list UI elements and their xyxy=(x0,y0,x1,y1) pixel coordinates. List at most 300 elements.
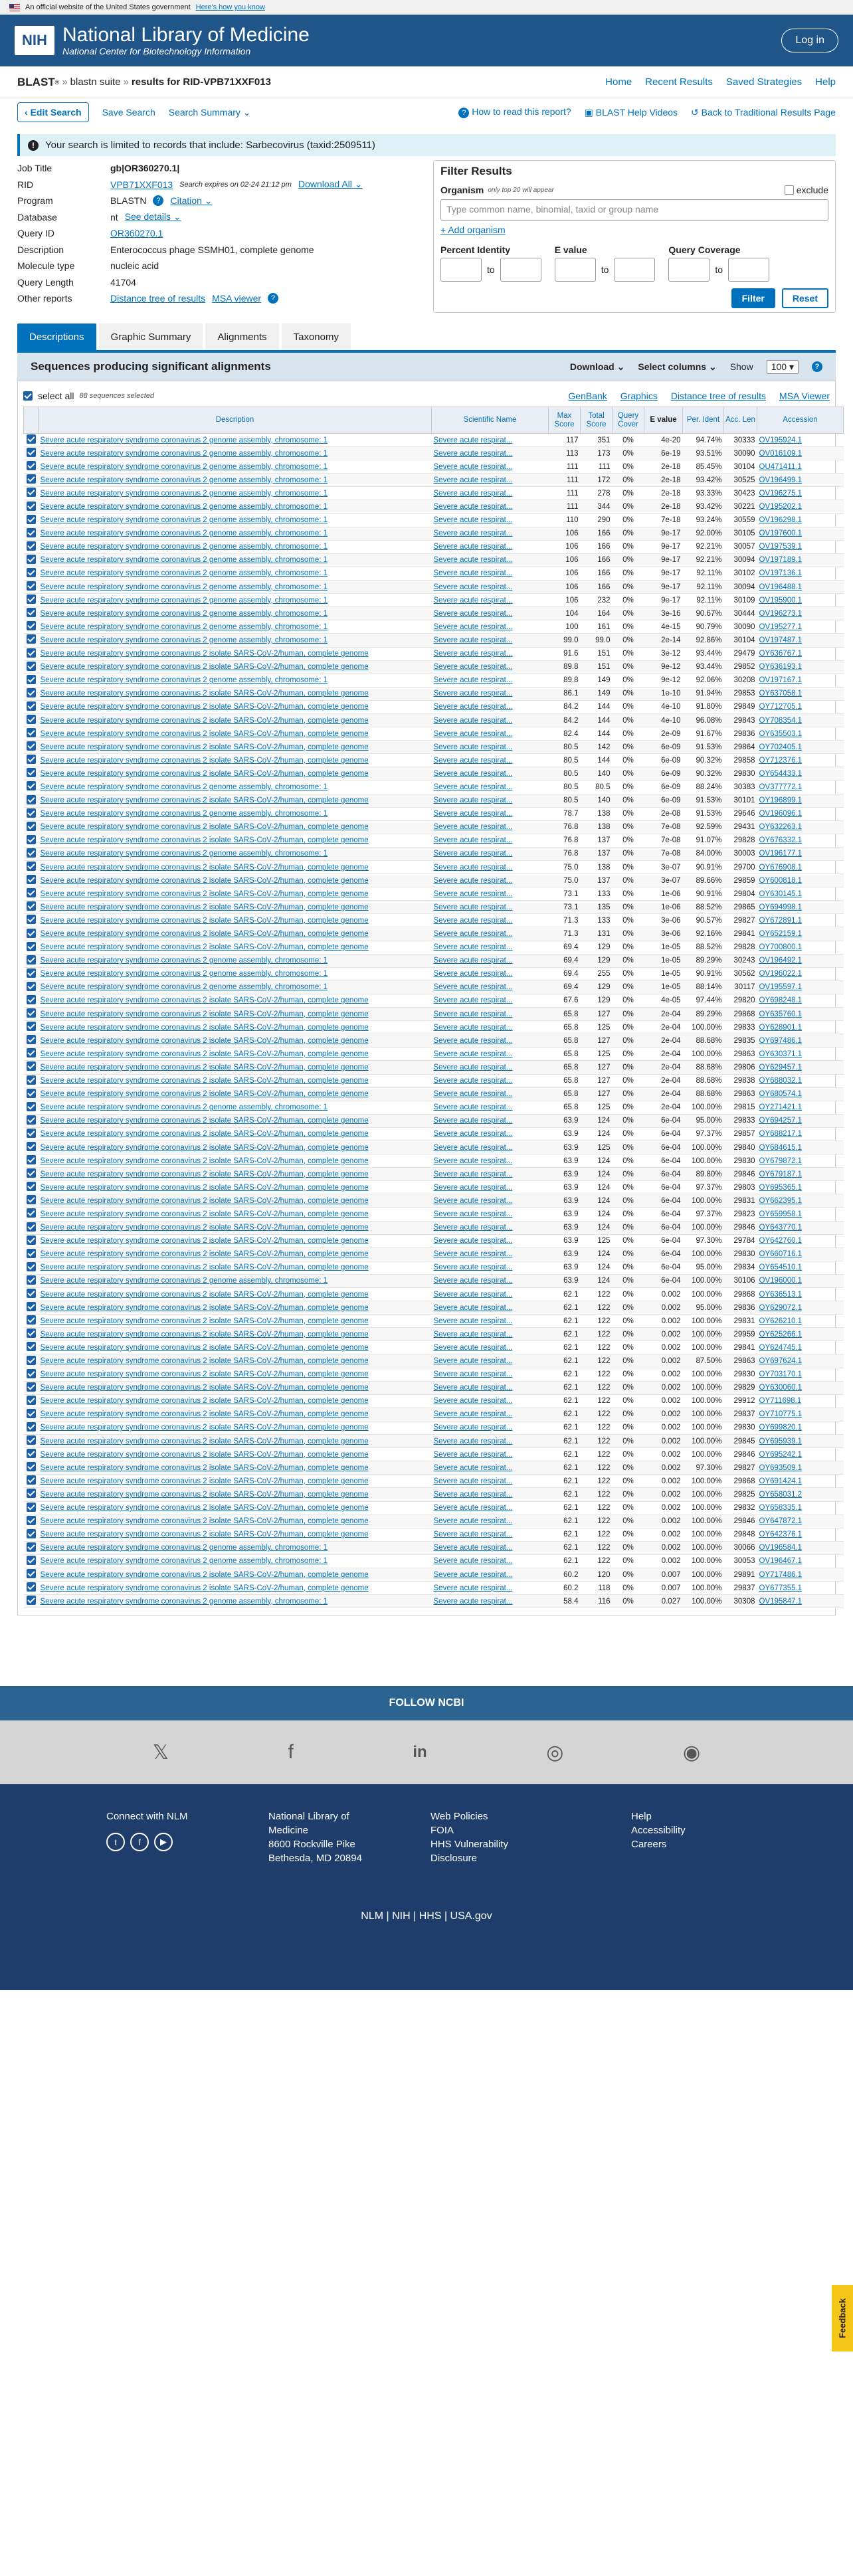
description-link[interactable]: Severe acute respiratory syndrome coronavirus 2 isolate SARS-CoV-2/human, complete genome xyxy=(40,1263,369,1272)
accession-link[interactable]: OY271421.1 xyxy=(759,1103,803,1112)
description-link[interactable]: Severe acute respiratory syndrome coronavirus 2 isolate SARS-CoV-2/human, complete genome xyxy=(40,1424,369,1432)
accession-link[interactable]: OV197136.1 xyxy=(759,569,803,578)
accession-link[interactable]: OV195924.1 xyxy=(759,436,803,444)
row-checkbox[interactable] xyxy=(27,448,36,457)
description-link[interactable]: Severe acute respiratory syndrome coronavirus 2 isolate SARS-CoV-2/human, complete genome xyxy=(40,1023,369,1032)
row-checkbox[interactable] xyxy=(27,741,36,751)
description-link[interactable]: Severe acute respiratory syndrome coronavirus 2 isolate SARS-CoV-2/human, complete genome xyxy=(40,1036,369,1045)
accession-link[interactable]: OY654433.1 xyxy=(759,769,803,778)
query-coverage-max[interactable] xyxy=(728,258,769,282)
scientific-name-link[interactable]: Severe acute respirat... xyxy=(433,1463,513,1472)
row-checkbox[interactable] xyxy=(27,515,36,524)
scientific-name-link[interactable]: Severe acute respirat... xyxy=(433,756,513,765)
web-policies-link[interactable]: Web Policies xyxy=(430,1811,488,1823)
scientific-name-link[interactable]: Severe acute respirat... xyxy=(433,503,513,511)
row-checkbox[interactable] xyxy=(27,1302,36,1311)
graphics-link[interactable]: Graphics xyxy=(620,391,658,401)
row-checkbox[interactable] xyxy=(27,1356,36,1365)
description-link[interactable]: Severe acute respiratory syndrome coronavirus 2 isolate SARS-CoV-2/human, complete genome xyxy=(40,1330,369,1338)
scientific-name-link[interactable]: Severe acute respirat... xyxy=(433,1090,513,1099)
row-checkbox[interactable] xyxy=(27,595,36,604)
select-all-checkbox[interactable] xyxy=(23,391,33,401)
row-checkbox[interactable] xyxy=(27,808,36,818)
row-checkbox[interactable] xyxy=(27,1329,36,1338)
description-link[interactable]: Severe acute respiratory syndrome coronavirus 2 isolate SARS-CoV-2/human, complete genome xyxy=(40,1584,369,1592)
nav-home[interactable]: Home xyxy=(605,76,632,88)
accession-link[interactable]: OY635503.1 xyxy=(759,729,803,738)
accession-link[interactable]: OY630145.1 xyxy=(759,889,803,898)
scientific-name-link[interactable]: Severe acute respirat... xyxy=(433,676,513,685)
description-link[interactable]: Severe acute respiratory syndrome coronavirus 2 genome assembly, chromosome: 1 xyxy=(40,609,328,618)
accession-link[interactable]: OV196467.1 xyxy=(759,1557,803,1566)
scientific-name-link[interactable]: Severe acute respirat... xyxy=(433,583,513,591)
accession-link[interactable]: OV197167.1 xyxy=(759,676,803,685)
row-checkbox[interactable] xyxy=(27,568,36,577)
description-link[interactable]: Severe acute respiratory syndrome coronavirus 2 isolate SARS-CoV-2/human, complete genome xyxy=(40,1143,369,1152)
youtube-icon[interactable]: ▶ xyxy=(154,1833,173,1851)
accession-link[interactable]: OY697486.1 xyxy=(759,1036,803,1045)
row-checkbox[interactable] xyxy=(27,1155,36,1164)
scientific-name-link[interactable]: Severe acute respirat... xyxy=(433,850,513,858)
scientific-name-link[interactable]: Severe acute respirat... xyxy=(433,996,513,1005)
description-link[interactable]: Severe acute respiratory syndrome coronavirus 2 isolate SARS-CoV-2/human, complete genome xyxy=(40,1077,369,1085)
scientific-name-link[interactable]: Severe acute respirat... xyxy=(433,1023,513,1032)
accession-link[interactable]: OY660716.1 xyxy=(759,1250,803,1259)
row-checkbox[interactable] xyxy=(27,608,36,617)
description-link[interactable]: Severe acute respiratory syndrome coronavirus 2 isolate SARS-CoV-2/human, complete genome xyxy=(40,996,369,1005)
description-link[interactable]: Severe acute respiratory syndrome coronavirus 2 isolate SARS-CoV-2/human, complete genome xyxy=(40,1530,369,1539)
row-checkbox[interactable] xyxy=(27,1422,36,1431)
accession-link[interactable]: OV196273.1 xyxy=(759,609,803,618)
accession-link[interactable]: OY688217.1 xyxy=(759,1130,803,1139)
how-to-read-link[interactable]: ? How to read this report? xyxy=(458,106,571,118)
row-checkbox[interactable] xyxy=(27,1115,36,1125)
description-link[interactable]: Severe acute respiratory syndrome coronavirus 2 isolate SARS-CoV-2/human, complete genome xyxy=(40,903,369,911)
accession-link[interactable]: OV196499.1 xyxy=(759,476,803,484)
scientific-name-link[interactable]: Severe acute respirat... xyxy=(433,1384,513,1392)
description-link[interactable]: Severe acute respiratory syndrome coronavirus 2 isolate SARS-CoV-2/human, complete genome xyxy=(40,769,369,778)
scientific-name-link[interactable]: Severe acute respirat... xyxy=(433,703,513,711)
description-link[interactable]: Severe acute respiratory syndrome coronavirus 2 genome assembly, chromosome: 1 xyxy=(40,449,328,458)
description-link[interactable]: Severe acute respiratory syndrome coronavirus 2 isolate SARS-CoV-2/human, complete genome xyxy=(40,1303,369,1312)
description-link[interactable]: Severe acute respiratory syndrome coronavirus 2 isolate SARS-CoV-2/human, complete genome xyxy=(40,1156,369,1165)
accession-link[interactable]: OV197539.1 xyxy=(759,543,803,551)
description-link[interactable]: Severe acute respiratory syndrome coronavirus 2 isolate SARS-CoV-2/human, complete genome xyxy=(40,1290,369,1299)
description-link[interactable]: Severe acute respiratory syndrome coronavirus 2 genome assembly, chromosome: 1 xyxy=(40,569,328,578)
accession-link[interactable]: OY708354.1 xyxy=(759,716,803,725)
scientific-name-link[interactable]: Severe acute respirat... xyxy=(433,1237,513,1245)
row-checkbox[interactable] xyxy=(27,502,36,511)
description-link[interactable]: Severe acute respiratory syndrome coronavirus 2 isolate SARS-CoV-2/human, complete genome xyxy=(40,1130,369,1139)
row-checkbox[interactable] xyxy=(27,541,36,551)
description-link[interactable]: Severe acute respiratory syndrome coronavirus 2 isolate SARS-CoV-2/human, complete genome xyxy=(40,756,369,765)
row-checkbox[interactable] xyxy=(27,1556,36,1565)
scientific-name-link[interactable]: Severe acute respirat... xyxy=(433,863,513,872)
accession-link[interactable]: OY679187.1 xyxy=(759,1170,803,1178)
accession-link[interactable]: OY629457.1 xyxy=(759,1063,803,1071)
row-checkbox[interactable] xyxy=(27,1569,36,1578)
scientific-name-link[interactable]: Severe acute respirat... xyxy=(433,836,513,845)
scientific-name-link[interactable]: Severe acute respirat... xyxy=(433,769,513,778)
scientific-name-link[interactable]: Severe acute respirat... xyxy=(433,1130,513,1139)
scientific-name-link[interactable]: Severe acute respirat... xyxy=(433,1397,513,1406)
description-link[interactable]: Severe acute respiratory syndrome coronavirus 2 isolate SARS-CoV-2/human, complete genome xyxy=(40,1504,369,1513)
accession-link[interactable]: OY652159.1 xyxy=(759,930,803,939)
header-accession[interactable]: Accession xyxy=(757,407,844,434)
row-checkbox[interactable] xyxy=(27,901,36,911)
see-details-link[interactable]: See details ⌄ xyxy=(124,211,181,223)
description-link[interactable]: Severe acute respiratory syndrome coronavirus 2 isolate SARS-CoV-2/human, complete genome xyxy=(40,743,369,751)
scientific-name-link[interactable]: Severe acute respirat... xyxy=(433,957,513,965)
row-checkbox[interactable] xyxy=(27,1275,36,1285)
description-link[interactable]: Severe acute respiratory syndrome coronavirus 2 isolate SARS-CoV-2/human, complete genome xyxy=(40,716,369,725)
row-checkbox[interactable] xyxy=(27,1075,36,1085)
genbank-link[interactable]: GenBank xyxy=(568,391,607,401)
feedback-button[interactable]: Feedback xyxy=(832,2285,853,2351)
accession-link[interactable]: OY626210.1 xyxy=(759,1317,803,1325)
tab-graphic-summary[interactable]: Graphic Summary xyxy=(99,323,203,350)
citation-link[interactable]: Citation ⌄ xyxy=(170,195,213,206)
accession-link[interactable]: OY699820.1 xyxy=(759,1424,803,1432)
scientific-name-link[interactable]: Severe acute respirat... xyxy=(433,516,513,525)
row-checkbox[interactable] xyxy=(27,1529,36,1538)
row-checkbox[interactable] xyxy=(27,555,36,564)
scientific-name-link[interactable]: Severe acute respirat... xyxy=(433,1570,513,1579)
twitter-icon[interactable]: t xyxy=(106,1833,125,1851)
scientific-name-link[interactable]: Severe acute respirat... xyxy=(433,1343,513,1352)
accession-link[interactable]: OV195847.1 xyxy=(759,1597,803,1606)
description-link[interactable]: Severe acute respiratory syndrome coronavirus 2 genome assembly, chromosome: 1 xyxy=(40,503,328,511)
description-link[interactable]: Severe acute respiratory syndrome coronavirus 2 isolate SARS-CoV-2/human, complete genome xyxy=(40,650,369,658)
accession-link[interactable]: OY711698.1 xyxy=(759,1397,802,1406)
accession-link[interactable]: OY712376.1 xyxy=(759,756,803,765)
row-checkbox[interactable] xyxy=(27,1503,36,1512)
row-checkbox[interactable] xyxy=(27,1475,36,1485)
description-link[interactable]: Severe acute respiratory syndrome coronavirus 2 isolate SARS-CoV-2/human, complete genome xyxy=(40,1250,369,1259)
header-total-score[interactable]: Total Score xyxy=(581,407,613,434)
description-link[interactable]: Severe acute respiratory syndrome coronavirus 2 isolate SARS-CoV-2/human, complete genome xyxy=(40,663,369,672)
accession-link[interactable]: OY662395.1 xyxy=(759,1196,803,1205)
description-link[interactable]: Severe acute respiratory syndrome coronavirus 2 isolate SARS-CoV-2/human, complete genome xyxy=(40,1343,369,1352)
row-checkbox[interactable] xyxy=(27,1168,36,1178)
row-checkbox[interactable] xyxy=(27,621,36,630)
description-link[interactable]: Severe acute respiratory syndrome coronavirus 2 genome assembly, chromosome: 1 xyxy=(40,436,328,444)
help-videos-link[interactable]: ▣ BLAST Help Videos xyxy=(584,106,678,118)
login-button[interactable]: Log in xyxy=(781,29,838,52)
row-checkbox[interactable] xyxy=(27,1449,36,1458)
accession-link[interactable]: OV196096.1 xyxy=(759,810,803,818)
accession-link[interactable]: OY695242.1 xyxy=(759,1450,803,1459)
description-link[interactable]: Severe acute respiratory syndrome coronavirus 2 genome assembly, chromosome: 1 xyxy=(40,970,328,978)
scientific-name-link[interactable]: Severe acute respirat... xyxy=(433,970,513,978)
description-link[interactable]: Severe acute respiratory syndrome coronavirus 2 genome assembly, chromosome: 1 xyxy=(40,476,328,484)
accession-link[interactable]: OY635760.1 xyxy=(759,1010,803,1018)
row-checkbox[interactable] xyxy=(27,795,36,804)
percent-identity-min[interactable] xyxy=(440,258,482,282)
accession-link[interactable]: OY629072.1 xyxy=(759,1303,803,1312)
description-link[interactable]: Severe acute respiratory syndrome coronavirus 2 isolate SARS-CoV-2/human, complete genome xyxy=(40,876,369,885)
scientific-name-link[interactable]: Severe acute respirat... xyxy=(433,729,513,738)
description-link[interactable]: Severe acute respiratory syndrome coronavirus 2 genome assembly, chromosome: 1 xyxy=(40,622,328,631)
accession-link[interactable]: OY600818.1 xyxy=(759,876,803,885)
row-checkbox[interactable] xyxy=(27,688,36,697)
row-checkbox[interactable] xyxy=(27,1396,36,1405)
scientific-name-link[interactable]: Severe acute respirat... xyxy=(433,1303,513,1312)
row-checkbox[interactable] xyxy=(27,1129,36,1138)
row-checkbox[interactable] xyxy=(27,768,36,777)
accession-link[interactable]: OY693509.1 xyxy=(759,1463,803,1472)
description-link[interactable]: Severe acute respiratory syndrome coronavirus 2 genome assembly, chromosome: 1 xyxy=(40,543,328,551)
traditional-results-link[interactable]: ↺ Back to Traditional Results Page xyxy=(691,106,836,118)
scientific-name-link[interactable]: Severe acute respirat... xyxy=(433,1557,513,1566)
scientific-name-link[interactable]: Severe acute respirat... xyxy=(433,690,513,698)
twitter-icon[interactable]: 𝕏 xyxy=(152,1741,169,1764)
scientific-name-link[interactable]: Severe acute respirat... xyxy=(433,1437,513,1445)
add-organism-link[interactable]: + Add organism xyxy=(440,225,506,235)
scientific-name-link[interactable]: Severe acute respirat... xyxy=(433,476,513,484)
description-link[interactable]: Severe acute respiratory syndrome coronavirus 2 isolate SARS-CoV-2/human, complete genome xyxy=(40,1063,369,1071)
row-checkbox[interactable] xyxy=(27,1342,36,1351)
row-checkbox[interactable] xyxy=(27,488,36,497)
scientific-name-link[interactable]: Severe acute respirat... xyxy=(433,1410,513,1419)
help-link[interactable]: Help xyxy=(631,1811,652,1823)
row-checkbox[interactable] xyxy=(27,1089,36,1098)
scientific-name-link[interactable]: Severe acute respirat... xyxy=(433,1250,513,1259)
accession-link[interactable]: OY691424.1 xyxy=(759,1477,803,1485)
footer-bottom-links[interactable]: NLM | NIH | HHS | USA.gov xyxy=(361,1910,492,1922)
scientific-name-link[interactable]: Severe acute respirat... xyxy=(433,1196,513,1205)
row-checkbox[interactable] xyxy=(27,1289,36,1298)
description-link[interactable]: Severe acute respiratory syndrome coronavirus 2 isolate SARS-CoV-2/human, complete genome xyxy=(40,1450,369,1459)
scientific-name-link[interactable]: Severe acute respirat... xyxy=(433,1156,513,1165)
row-checkbox[interactable] xyxy=(27,875,36,884)
accession-link[interactable]: OY636513.1 xyxy=(759,1290,803,1299)
accession-link[interactable]: OV195900.1 xyxy=(759,596,803,604)
row-checkbox[interactable] xyxy=(27,1582,36,1592)
row-checkbox[interactable] xyxy=(27,822,36,831)
scientific-name-link[interactable]: Severe acute respirat... xyxy=(433,1290,513,1299)
description-link[interactable]: Severe acute respiratory syndrome coronavirus 2 genome assembly, chromosome: 1 xyxy=(40,489,328,498)
accession-link[interactable]: OV195277.1 xyxy=(759,622,803,631)
accession-link[interactable]: OV196275.1 xyxy=(759,489,803,498)
description-link[interactable]: Severe acute respiratory syndrome coronavirus 2 isolate SARS-CoV-2/human, complete genome xyxy=(40,1210,369,1218)
scientific-name-link[interactable]: Severe acute respirat... xyxy=(433,569,513,578)
accession-link[interactable]: OY717486.1 xyxy=(759,1570,803,1579)
accession-link[interactable]: OY672891.1 xyxy=(759,916,803,925)
row-checkbox[interactable] xyxy=(27,701,36,711)
github-icon[interactable]: ◎ xyxy=(546,1741,564,1764)
accession-link[interactable]: OY659958.1 xyxy=(759,1210,803,1218)
accession-link[interactable]: OY636767.1 xyxy=(759,650,803,658)
breadcrumb-suite[interactable]: blastn suite xyxy=(70,76,121,88)
accession-link[interactable]: OV196000.1 xyxy=(759,1277,803,1285)
accession-link[interactable]: OY694257.1 xyxy=(759,1117,803,1125)
row-checkbox[interactable] xyxy=(27,929,36,938)
scientific-name-link[interactable]: Severe acute respirat... xyxy=(433,663,513,672)
scientific-name-link[interactable]: Severe acute respirat... xyxy=(433,930,513,939)
description-link[interactable]: Severe acute respiratory syndrome coronavirus 2 isolate SARS-CoV-2/human, complete genome xyxy=(40,930,369,939)
row-checkbox[interactable] xyxy=(27,888,36,897)
scientific-name-link[interactable]: Severe acute respirat... xyxy=(433,543,513,551)
scientific-name-link[interactable]: Severe acute respirat... xyxy=(433,1330,513,1338)
row-checkbox[interactable] xyxy=(27,848,36,858)
row-checkbox[interactable] xyxy=(27,982,36,991)
header-scientific-name[interactable]: Scientific Name xyxy=(432,407,549,434)
description-link[interactable]: Severe acute respiratory syndrome coronavirus 2 isolate SARS-CoV-2/human, complete genome xyxy=(40,796,369,805)
accession-link[interactable]: OY196899.1 xyxy=(759,796,803,805)
accession-link[interactable]: OY637058.1 xyxy=(759,690,803,698)
scientific-name-link[interactable]: Severe acute respirat... xyxy=(433,1224,513,1232)
row-checkbox[interactable] xyxy=(27,1489,36,1498)
scientific-name-link[interactable]: Severe acute respirat... xyxy=(433,1050,513,1058)
accession-link[interactable]: OY697624.1 xyxy=(759,1357,803,1366)
exclude-checkbox[interactable] xyxy=(785,185,794,195)
row-checkbox[interactable] xyxy=(27,1249,36,1258)
facebook-icon[interactable]: f xyxy=(130,1833,149,1851)
scientific-name-link[interactable]: Severe acute respirat... xyxy=(433,1010,513,1018)
row-checkbox[interactable] xyxy=(27,942,36,951)
scientific-name-link[interactable]: Severe acute respirat... xyxy=(433,1370,513,1379)
row-checkbox[interactable] xyxy=(27,1435,36,1445)
row-checkbox[interactable] xyxy=(27,1409,36,1418)
scientific-name-link[interactable]: Severe acute respirat... xyxy=(433,596,513,604)
accession-link[interactable]: OV196584.1 xyxy=(759,1544,803,1552)
row-checkbox[interactable] xyxy=(27,1182,36,1191)
description-link[interactable]: Severe acute respiratory syndrome coronavirus 2 isolate SARS-CoV-2/human, complete genome xyxy=(40,703,369,711)
accession-link[interactable]: OY624745.1 xyxy=(759,1343,803,1352)
accession-link[interactable]: OY702405.1 xyxy=(759,743,803,751)
accessibility-link[interactable]: Accessibility xyxy=(631,1825,686,1837)
accession-link[interactable]: OY676332.1 xyxy=(759,836,803,845)
select-columns-dropdown[interactable]: Select columns ⌄ xyxy=(638,361,717,372)
row-checkbox[interactable] xyxy=(27,728,36,737)
row-checkbox[interactable] xyxy=(27,528,36,537)
scientific-name-link[interactable]: Severe acute respirat... xyxy=(433,983,513,992)
description-link[interactable]: Severe acute respiratory syndrome coronavirus 2 isolate SARS-CoV-2/human, complete genome xyxy=(40,1224,369,1232)
download-dropdown[interactable]: Download ⌄ xyxy=(569,361,625,372)
row-checkbox[interactable] xyxy=(27,955,36,965)
header-per-ident[interactable]: Per. Ident xyxy=(683,407,724,434)
scientific-name-link[interactable]: Severe acute respirat... xyxy=(433,609,513,618)
scientific-name-link[interactable]: Severe acute respirat... xyxy=(433,529,513,538)
scientific-name-link[interactable]: Severe acute respirat... xyxy=(433,889,513,898)
help-icon[interactable]: ? xyxy=(268,293,278,304)
description-link[interactable]: Severe acute respiratory syndrome coronavirus 2 isolate SARS-CoV-2/human, complete genome xyxy=(40,1570,369,1579)
description-link[interactable]: Severe acute respiratory syndrome coronavirus 2 isolate SARS-CoV-2/human, complete genome xyxy=(40,1117,369,1125)
scientific-name-link[interactable]: Severe acute respirat... xyxy=(433,1117,513,1125)
help-icon[interactable]: ? xyxy=(812,361,822,372)
description-link[interactable]: Severe acute respiratory syndrome coronavirus 2 isolate SARS-CoV-2/human, complete genome xyxy=(40,1410,369,1419)
row-checkbox[interactable] xyxy=(27,1236,36,1245)
row-checkbox[interactable] xyxy=(27,995,36,1004)
accession-link[interactable]: OY710775.1 xyxy=(759,1410,803,1419)
row-checkbox[interactable] xyxy=(27,1382,36,1392)
scientific-name-link[interactable]: Severe acute respirat... xyxy=(433,1263,513,1272)
accession-link[interactable]: OV197189.1 xyxy=(759,556,803,565)
accession-link[interactable]: OV197487.1 xyxy=(759,636,803,644)
accession-link[interactable]: OY679872.1 xyxy=(759,1156,803,1165)
accession-link[interactable]: OV195202.1 xyxy=(759,503,803,511)
accession-link[interactable]: OY632263.1 xyxy=(759,823,803,832)
download-all-link[interactable]: Download All ⌄ xyxy=(298,179,363,190)
nav-saved-strategies[interactable]: Saved Strategies xyxy=(725,76,803,88)
scientific-name-link[interactable]: Severe acute respirat... xyxy=(433,1103,513,1112)
scientific-name-link[interactable]: Severe acute respirat... xyxy=(433,1183,513,1192)
description-link[interactable]: Severe acute respiratory syndrome coronavirus 2 genome assembly, chromosome: 1 xyxy=(40,462,328,471)
row-checkbox[interactable] xyxy=(27,715,36,724)
row-checkbox[interactable] xyxy=(27,1048,36,1058)
scientific-name-link[interactable]: Severe acute respirat... xyxy=(433,823,513,832)
description-link[interactable]: Severe acute respiratory syndrome coronavirus 2 genome assembly, chromosome: 1 xyxy=(40,850,328,858)
row-checkbox[interactable] xyxy=(27,1315,36,1325)
scientific-name-link[interactable]: Severe acute respirat... xyxy=(433,1170,513,1178)
scientific-name-link[interactable]: Severe acute respirat... xyxy=(433,650,513,658)
evalue-max[interactable] xyxy=(614,258,655,282)
description-link[interactable]: Severe acute respiratory syndrome coronavirus 2 isolate SARS-CoV-2/human, complete genome xyxy=(40,863,369,872)
description-link[interactable]: Severe acute respiratory syndrome coronavirus 2 genome assembly, chromosome: 1 xyxy=(40,782,328,791)
scientific-name-link[interactable]: Severe acute respirat... xyxy=(433,1504,513,1513)
search-summary-dropdown[interactable]: Search Summary ⌄ xyxy=(168,106,251,118)
scientific-name-link[interactable]: Severe acute respirat... xyxy=(433,1277,513,1285)
msa-viewer-link[interactable]: MSA Viewer xyxy=(779,391,830,401)
description-link[interactable]: Severe acute respiratory syndrome coronavirus 2 isolate SARS-CoV-2/human, complete genome xyxy=(40,1370,369,1379)
msa-viewer-link[interactable]: MSA viewer xyxy=(212,293,262,304)
row-checkbox[interactable] xyxy=(27,968,36,978)
rss-icon[interactable]: ◉ xyxy=(682,1741,701,1764)
scientific-name-link[interactable]: Severe acute respirat... xyxy=(433,716,513,725)
scientific-name-link[interactable]: Severe acute respirat... xyxy=(433,1517,513,1526)
header-description[interactable]: Description xyxy=(39,407,432,434)
description-link[interactable]: Severe acute respiratory syndrome coronavirus 2 isolate SARS-CoV-2/human, complete genome xyxy=(40,1183,369,1192)
scientific-name-link[interactable]: Severe acute respirat... xyxy=(433,1063,513,1071)
tab-descriptions[interactable]: Descriptions xyxy=(17,323,96,350)
filter-button[interactable]: Filter xyxy=(731,288,775,308)
accession-link[interactable]: OY625266.1 xyxy=(759,1330,803,1338)
description-link[interactable]: Severe acute respiratory syndrome coronavirus 2 isolate SARS-CoV-2/human, complete genome xyxy=(40,1357,369,1366)
accession-link[interactable]: OV016109.1 xyxy=(759,449,803,458)
row-checkbox[interactable] xyxy=(27,434,36,444)
accession-link[interactable]: OY677355.1 xyxy=(759,1584,803,1592)
accession-link[interactable]: OY700800.1 xyxy=(759,943,803,952)
row-checkbox[interactable] xyxy=(27,1369,36,1378)
accession-link[interactable]: OY712705.1 xyxy=(759,703,803,711)
tab-alignments[interactable]: Alignments xyxy=(205,323,278,350)
query-id-link[interactable]: OR360270.1 xyxy=(110,228,163,239)
disclosure-link[interactable]: Disclosure xyxy=(430,1853,478,1865)
row-checkbox[interactable] xyxy=(27,1142,36,1151)
description-link[interactable]: Severe acute respiratory syndrome coronavirus 2 genome assembly, chromosome: 1 xyxy=(40,957,328,965)
accession-link[interactable]: OY676908.1 xyxy=(759,863,803,872)
header-title[interactable]: National Library of Medicine xyxy=(62,24,310,46)
description-link[interactable]: Severe acute respiratory syndrome coronavirus 2 isolate SARS-CoV-2/human, complete genome xyxy=(40,1170,369,1178)
accession-link[interactable]: OV195597.1 xyxy=(759,983,803,992)
description-link[interactable]: Severe acute respiratory syndrome coronavirus 2 genome assembly, chromosome: 1 xyxy=(40,529,328,538)
accession-link[interactable]: OY684615.1 xyxy=(759,1143,803,1152)
scientific-name-link[interactable]: Severe acute respirat... xyxy=(433,1477,513,1485)
row-checkbox[interactable] xyxy=(27,1222,36,1232)
scientific-name-link[interactable]: Severe acute respirat... xyxy=(433,556,513,565)
description-link[interactable]: Severe acute respiratory syndrome coronavirus 2 isolate SARS-CoV-2/human, complete genome xyxy=(40,1010,369,1018)
scientific-name-link[interactable]: Severe acute respirat... xyxy=(433,436,513,444)
accession-link[interactable]: OY703170.1 xyxy=(759,1370,803,1379)
scientific-name-link[interactable]: Severe acute respirat... xyxy=(433,1317,513,1325)
row-checkbox[interactable] xyxy=(27,1596,36,1605)
description-link[interactable]: Severe acute respiratory syndrome coronavirus 2 isolate SARS-CoV-2/human, complete genome xyxy=(40,1490,369,1499)
accession-link[interactable]: OY698248.1 xyxy=(759,996,803,1005)
description-link[interactable]: Severe acute respiratory syndrome coronavirus 2 isolate SARS-CoV-2/human, complete genome xyxy=(40,836,369,845)
accession-link[interactable]: OV197600.1 xyxy=(759,529,803,538)
description-link[interactable]: Severe acute respiratory syndrome coronavirus 2 isolate SARS-CoV-2/human, complete genome xyxy=(40,690,369,698)
